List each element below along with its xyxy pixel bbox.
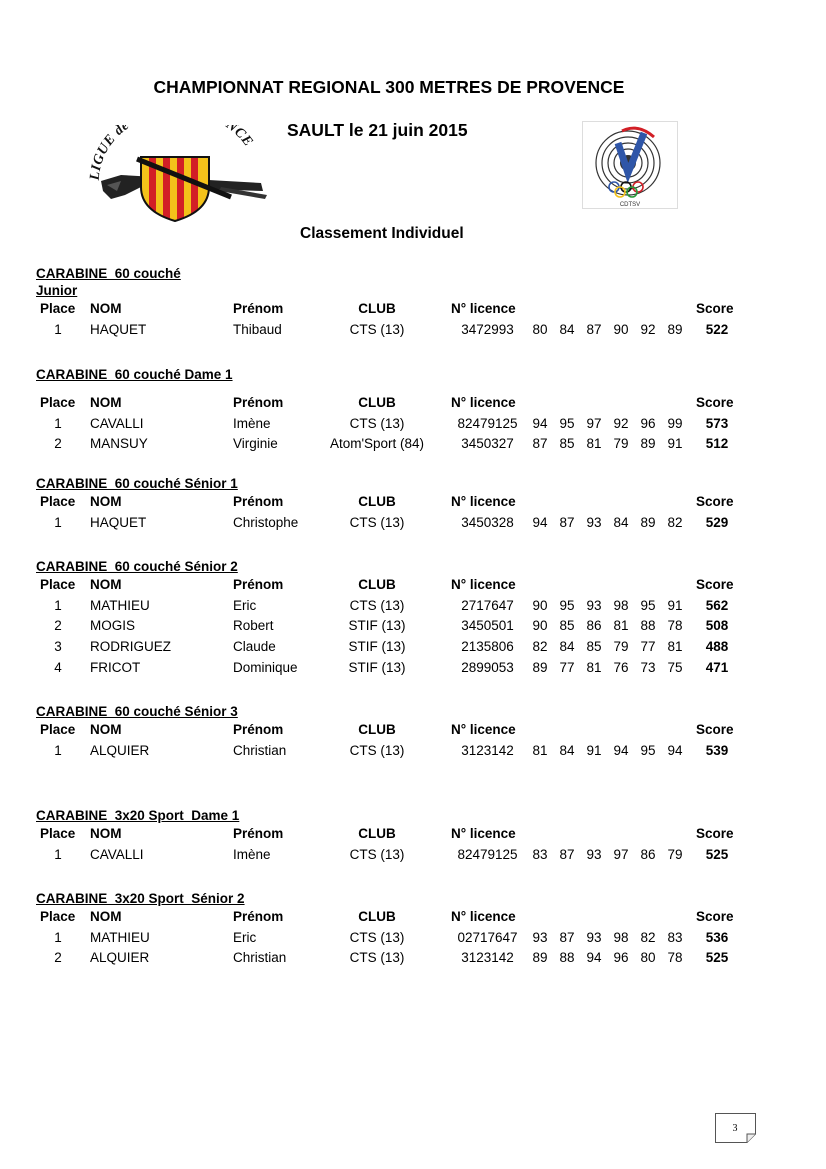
- header-score: Score: [696, 722, 734, 737]
- table-header: [36, 824, 756, 845]
- table-row: [36, 596, 756, 617]
- cell-nom: ALQUIER: [90, 742, 150, 758]
- header-place: Place: [40, 494, 76, 509]
- cell-series-4: 84: [613, 514, 629, 530]
- header-licence: N° licence: [451, 494, 516, 509]
- header-prenom: Prénom: [233, 826, 284, 841]
- header-place: Place: [40, 301, 76, 316]
- header-place: Place: [40, 722, 76, 737]
- cell-series-5: 89: [640, 514, 656, 530]
- header-nom: NOM: [90, 301, 122, 316]
- cell-series-4: 90: [613, 321, 629, 337]
- cell-score: 488: [705, 639, 729, 655]
- header-score: Score: [696, 826, 734, 841]
- header-club: CLUB: [358, 301, 396, 316]
- cell-nom: CAVALLI: [90, 846, 144, 862]
- cell-series-1: 93: [532, 929, 548, 945]
- cell-series-4: 92: [613, 415, 629, 431]
- cell-licence: 3450501: [461, 618, 514, 634]
- cell-licence: 3472993: [461, 321, 514, 337]
- cell-series-1: 83: [532, 846, 548, 862]
- cell-series-4: 79: [613, 436, 629, 452]
- cell-series-3: 97: [586, 415, 602, 431]
- table-row: [36, 434, 756, 455]
- cdtsv-logo: [582, 121, 678, 209]
- cell-prenom: Thibaud: [233, 321, 282, 337]
- cell-prenom: Eric: [233, 597, 257, 613]
- cell-score: 512: [705, 436, 729, 452]
- cell-series-5: 88: [640, 618, 656, 634]
- cell-series-2: 84: [559, 639, 575, 655]
- cell-place: 3: [54, 639, 62, 655]
- cell-series-1: 94: [532, 514, 548, 530]
- cell-club: CTS (13): [349, 514, 405, 530]
- section-subtitle: Classement Individuel: [300, 225, 464, 242]
- cell-prenom: Imène: [233, 415, 271, 431]
- cell-score: 471: [705, 659, 729, 675]
- cell-series-2: 85: [559, 618, 575, 634]
- cell-score: 508: [705, 618, 729, 634]
- cell-series-6: 83: [667, 929, 683, 945]
- cell-series-5: 95: [640, 742, 656, 758]
- cell-series-3: 93: [586, 929, 602, 945]
- cell-prenom: Robert: [233, 618, 274, 634]
- header-club: CLUB: [358, 826, 396, 841]
- cell-series-5: 80: [640, 950, 656, 966]
- header-licence: N° licence: [451, 577, 516, 592]
- page-title: CHAMPIONNAT REGIONAL 300 METRES DE PROVENCE: [153, 77, 625, 97]
- cell-series-1: 90: [532, 597, 548, 613]
- section-subtitle-category: Junior: [36, 283, 78, 298]
- header-licence: N° licence: [451, 301, 516, 316]
- cell-score: 573: [705, 415, 729, 431]
- cell-series-5: 89: [640, 436, 656, 452]
- header-licence: N° licence: [451, 826, 516, 841]
- cell-prenom: Virginie: [233, 436, 278, 452]
- cell-series-1: 87: [532, 436, 548, 452]
- event-date: SAULT le 21 juin 2015: [287, 120, 468, 140]
- cell-series-3: 81: [586, 659, 602, 675]
- header-club: CLUB: [358, 494, 396, 509]
- table-row: [36, 948, 756, 969]
- cell-place: 1: [54, 597, 62, 613]
- cell-licence: 3123142: [461, 742, 514, 758]
- header-nom: NOM: [90, 722, 122, 737]
- cell-series-5: 92: [640, 321, 656, 337]
- cell-series-5: 73: [640, 659, 656, 675]
- cell-prenom: Eric: [233, 929, 257, 945]
- cell-club: STIF (13): [348, 618, 406, 634]
- cell-series-3: 87: [586, 321, 602, 337]
- header-licence: N° licence: [451, 909, 516, 924]
- cell-series-4: 96: [613, 950, 629, 966]
- cell-series-1: 89: [532, 950, 548, 966]
- section-title: CARABINE 60 couché: [36, 266, 181, 281]
- header-place: Place: [40, 395, 76, 410]
- page-number-box: [715, 1113, 755, 1142]
- header-nom: NOM: [90, 577, 122, 592]
- cell-series-2: 87: [559, 846, 575, 862]
- cell-series-4: 81: [613, 618, 629, 634]
- header-score: Score: [696, 301, 734, 316]
- cell-nom: HAQUET: [90, 321, 147, 337]
- result-section: [36, 475, 756, 533]
- header-licence: N° licence: [451, 395, 516, 410]
- cell-nom: MANSUY: [90, 436, 148, 452]
- cell-series-4: 97: [613, 846, 629, 862]
- cell-score: 522: [705, 321, 729, 337]
- cell-series-2: 95: [559, 415, 575, 431]
- cell-nom: ALQUIER: [90, 950, 150, 966]
- header-prenom: Prénom: [233, 909, 284, 924]
- header-prenom: Prénom: [233, 577, 284, 592]
- cell-series-2: 87: [559, 929, 575, 945]
- cell-series-6: 91: [667, 597, 683, 613]
- header-prenom: Prénom: [233, 395, 284, 410]
- cell-series-1: 90: [532, 618, 548, 634]
- cell-series-5: 82: [640, 929, 656, 945]
- cell-series-3: 93: [586, 597, 602, 613]
- cell-series-6: 75: [667, 659, 683, 675]
- cell-club: CTS (13): [349, 929, 405, 945]
- cell-series-6: 79: [667, 846, 683, 862]
- header-place: Place: [40, 577, 76, 592]
- header-place: Place: [40, 826, 76, 841]
- cell-series-2: 85: [559, 436, 575, 452]
- cell-series-3: 81: [586, 436, 602, 452]
- table-row: [36, 513, 756, 534]
- result-section: [36, 265, 756, 340]
- header-nom: NOM: [90, 494, 122, 509]
- cell-series-2: 84: [559, 742, 575, 758]
- page-number: 3: [732, 1123, 738, 1134]
- cell-score: 536: [705, 929, 729, 945]
- header-prenom: Prénom: [233, 722, 284, 737]
- table-header: [36, 492, 756, 513]
- cell-series-5: 96: [640, 415, 656, 431]
- cell-club: STIF (13): [348, 639, 406, 655]
- header-score: Score: [696, 577, 734, 592]
- table-row: [36, 637, 756, 658]
- cell-club: CTS (13): [349, 950, 405, 966]
- header-prenom: Prénom: [233, 494, 284, 509]
- section-title: CARABINE 3x20 Sport Sénior 2: [36, 891, 245, 906]
- cell-licence: 82479125: [457, 415, 518, 431]
- cell-series-1: 81: [532, 742, 548, 758]
- cell-series-2: 87: [559, 514, 575, 530]
- cell-club: CTS (13): [349, 846, 405, 862]
- result-section: [36, 703, 756, 761]
- cell-score: 539: [705, 742, 729, 758]
- header-licence: N° licence: [451, 722, 516, 737]
- header-prenom: Prénom: [233, 301, 284, 316]
- table-row: [36, 741, 756, 762]
- cell-club: Atom'Sport (84): [329, 436, 425, 452]
- header-score: Score: [696, 909, 734, 924]
- cell-series-6: 99: [667, 415, 683, 431]
- header-club: CLUB: [358, 722, 396, 737]
- section-title: CARABINE 3x20 Sport Dame 1: [36, 808, 240, 823]
- cell-series-5: 95: [640, 597, 656, 613]
- header-club: CLUB: [358, 577, 396, 592]
- header-place: Place: [40, 909, 76, 924]
- cell-place: 1: [54, 415, 62, 431]
- cell-prenom: Christophe: [233, 514, 299, 530]
- section-title: CARABINE 60 couché Sénior 3: [36, 704, 238, 719]
- table-row: [36, 414, 756, 435]
- cell-nom: RODRIGUEZ: [90, 639, 171, 655]
- cell-series-3: 93: [586, 846, 602, 862]
- cell-prenom: Claude: [233, 639, 276, 655]
- cell-series-4: 94: [613, 742, 629, 758]
- cell-series-5: 77: [640, 639, 656, 655]
- section-title: CARABINE 60 couché Dame 1: [36, 367, 233, 382]
- header-club: CLUB: [358, 909, 396, 924]
- cell-series-3: 85: [586, 639, 602, 655]
- cdtsv-logo-text: CDTSV: [619, 202, 641, 208]
- cell-place: 2: [54, 950, 62, 966]
- cell-licence: 2899053: [461, 659, 514, 675]
- cell-score: 529: [705, 514, 729, 530]
- cell-score: 525: [705, 846, 729, 862]
- table-row: [36, 320, 756, 341]
- header-score: Score: [696, 395, 734, 410]
- ligue-logo-text: LIGUE de NCE: [87, 125, 256, 181]
- cell-nom: CAVALLI: [90, 415, 144, 431]
- table-header: [36, 720, 756, 741]
- cell-series-2: 84: [559, 321, 575, 337]
- cell-club: CTS (13): [349, 597, 405, 613]
- cell-series-1: 94: [532, 415, 548, 431]
- table-row: [36, 928, 756, 949]
- cell-club: STIF (13): [348, 659, 406, 675]
- cell-series-6: 81: [667, 639, 683, 655]
- cell-club: CTS (13): [349, 415, 405, 431]
- cell-licence: 2135806: [461, 639, 514, 655]
- cell-series-2: 95: [559, 597, 575, 613]
- table-header: [36, 575, 756, 596]
- table-row: [36, 845, 756, 866]
- cell-nom: FRICOT: [90, 659, 141, 675]
- cell-place: 2: [54, 436, 62, 452]
- cell-place: 1: [54, 321, 62, 337]
- cell-place: 1: [54, 742, 62, 758]
- cell-place: 1: [54, 929, 62, 945]
- cell-place: 4: [54, 659, 62, 675]
- cell-series-4: 79: [613, 639, 629, 655]
- cell-licence: 2717647: [461, 597, 514, 613]
- result-section: [36, 366, 756, 455]
- cell-score: 562: [705, 597, 729, 613]
- cell-nom: MATHIEU: [90, 929, 150, 945]
- cell-series-6: 89: [667, 321, 683, 337]
- cell-licence: 3450327: [461, 436, 514, 452]
- cell-series-3: 91: [586, 742, 602, 758]
- cell-series-1: 82: [532, 639, 548, 655]
- cell-licence: 3123142: [461, 950, 514, 966]
- table-row: [36, 616, 756, 637]
- cell-series-5: 86: [640, 846, 656, 862]
- cell-club: CTS (13): [349, 742, 405, 758]
- result-section: [36, 890, 756, 969]
- section-title: CARABINE 60 couché Sénior 1: [36, 476, 238, 491]
- cell-series-6: 82: [667, 514, 683, 530]
- cell-series-2: 88: [559, 950, 575, 966]
- header-nom: NOM: [90, 826, 122, 841]
- cell-licence: 82479125: [457, 846, 518, 862]
- cell-prenom: Imène: [233, 846, 271, 862]
- cell-series-2: 77: [559, 659, 575, 675]
- cell-series-6: 91: [667, 436, 683, 452]
- cell-series-4: 76: [613, 659, 629, 675]
- cell-place: 2: [54, 618, 62, 634]
- cell-nom: MOGIS: [90, 618, 136, 634]
- cell-series-6: 78: [667, 618, 683, 634]
- cell-nom: MATHIEU: [90, 597, 150, 613]
- header-club: CLUB: [358, 395, 396, 410]
- cell-series-4: 98: [613, 597, 629, 613]
- result-section: [36, 807, 756, 865]
- cell-prenom: Dominique: [233, 659, 298, 675]
- cell-licence: 02717647: [457, 929, 518, 945]
- header-nom: NOM: [90, 909, 122, 924]
- cell-series-3: 94: [586, 950, 602, 966]
- cell-nom: HAQUET: [90, 514, 147, 530]
- cell-series-3: 93: [586, 514, 602, 530]
- cell-series-6: 78: [667, 950, 683, 966]
- table-header: [36, 299, 756, 320]
- cell-series-1: 80: [532, 321, 548, 337]
- cell-score: 525: [705, 950, 729, 966]
- table-row: [36, 658, 756, 679]
- header-nom: NOM: [90, 395, 122, 410]
- cell-place: 1: [54, 846, 62, 862]
- cell-club: CTS (13): [349, 321, 405, 337]
- cell-series-3: 86: [586, 618, 602, 634]
- section-title: CARABINE 60 couché Sénior 2: [36, 559, 238, 574]
- header-score: Score: [696, 494, 734, 509]
- cell-series-1: 89: [532, 659, 548, 675]
- cell-place: 1: [54, 514, 62, 530]
- table-header: [36, 907, 756, 928]
- result-section: [36, 558, 756, 678]
- cell-series-6: 94: [667, 742, 683, 758]
- cell-licence: 3450328: [461, 514, 514, 530]
- cell-prenom: Christian: [233, 950, 287, 966]
- table-header: [36, 393, 756, 414]
- cell-prenom: Christian: [233, 742, 287, 758]
- cell-series-4: 98: [613, 929, 629, 945]
- ligue-provence-logo: [81, 125, 272, 222]
